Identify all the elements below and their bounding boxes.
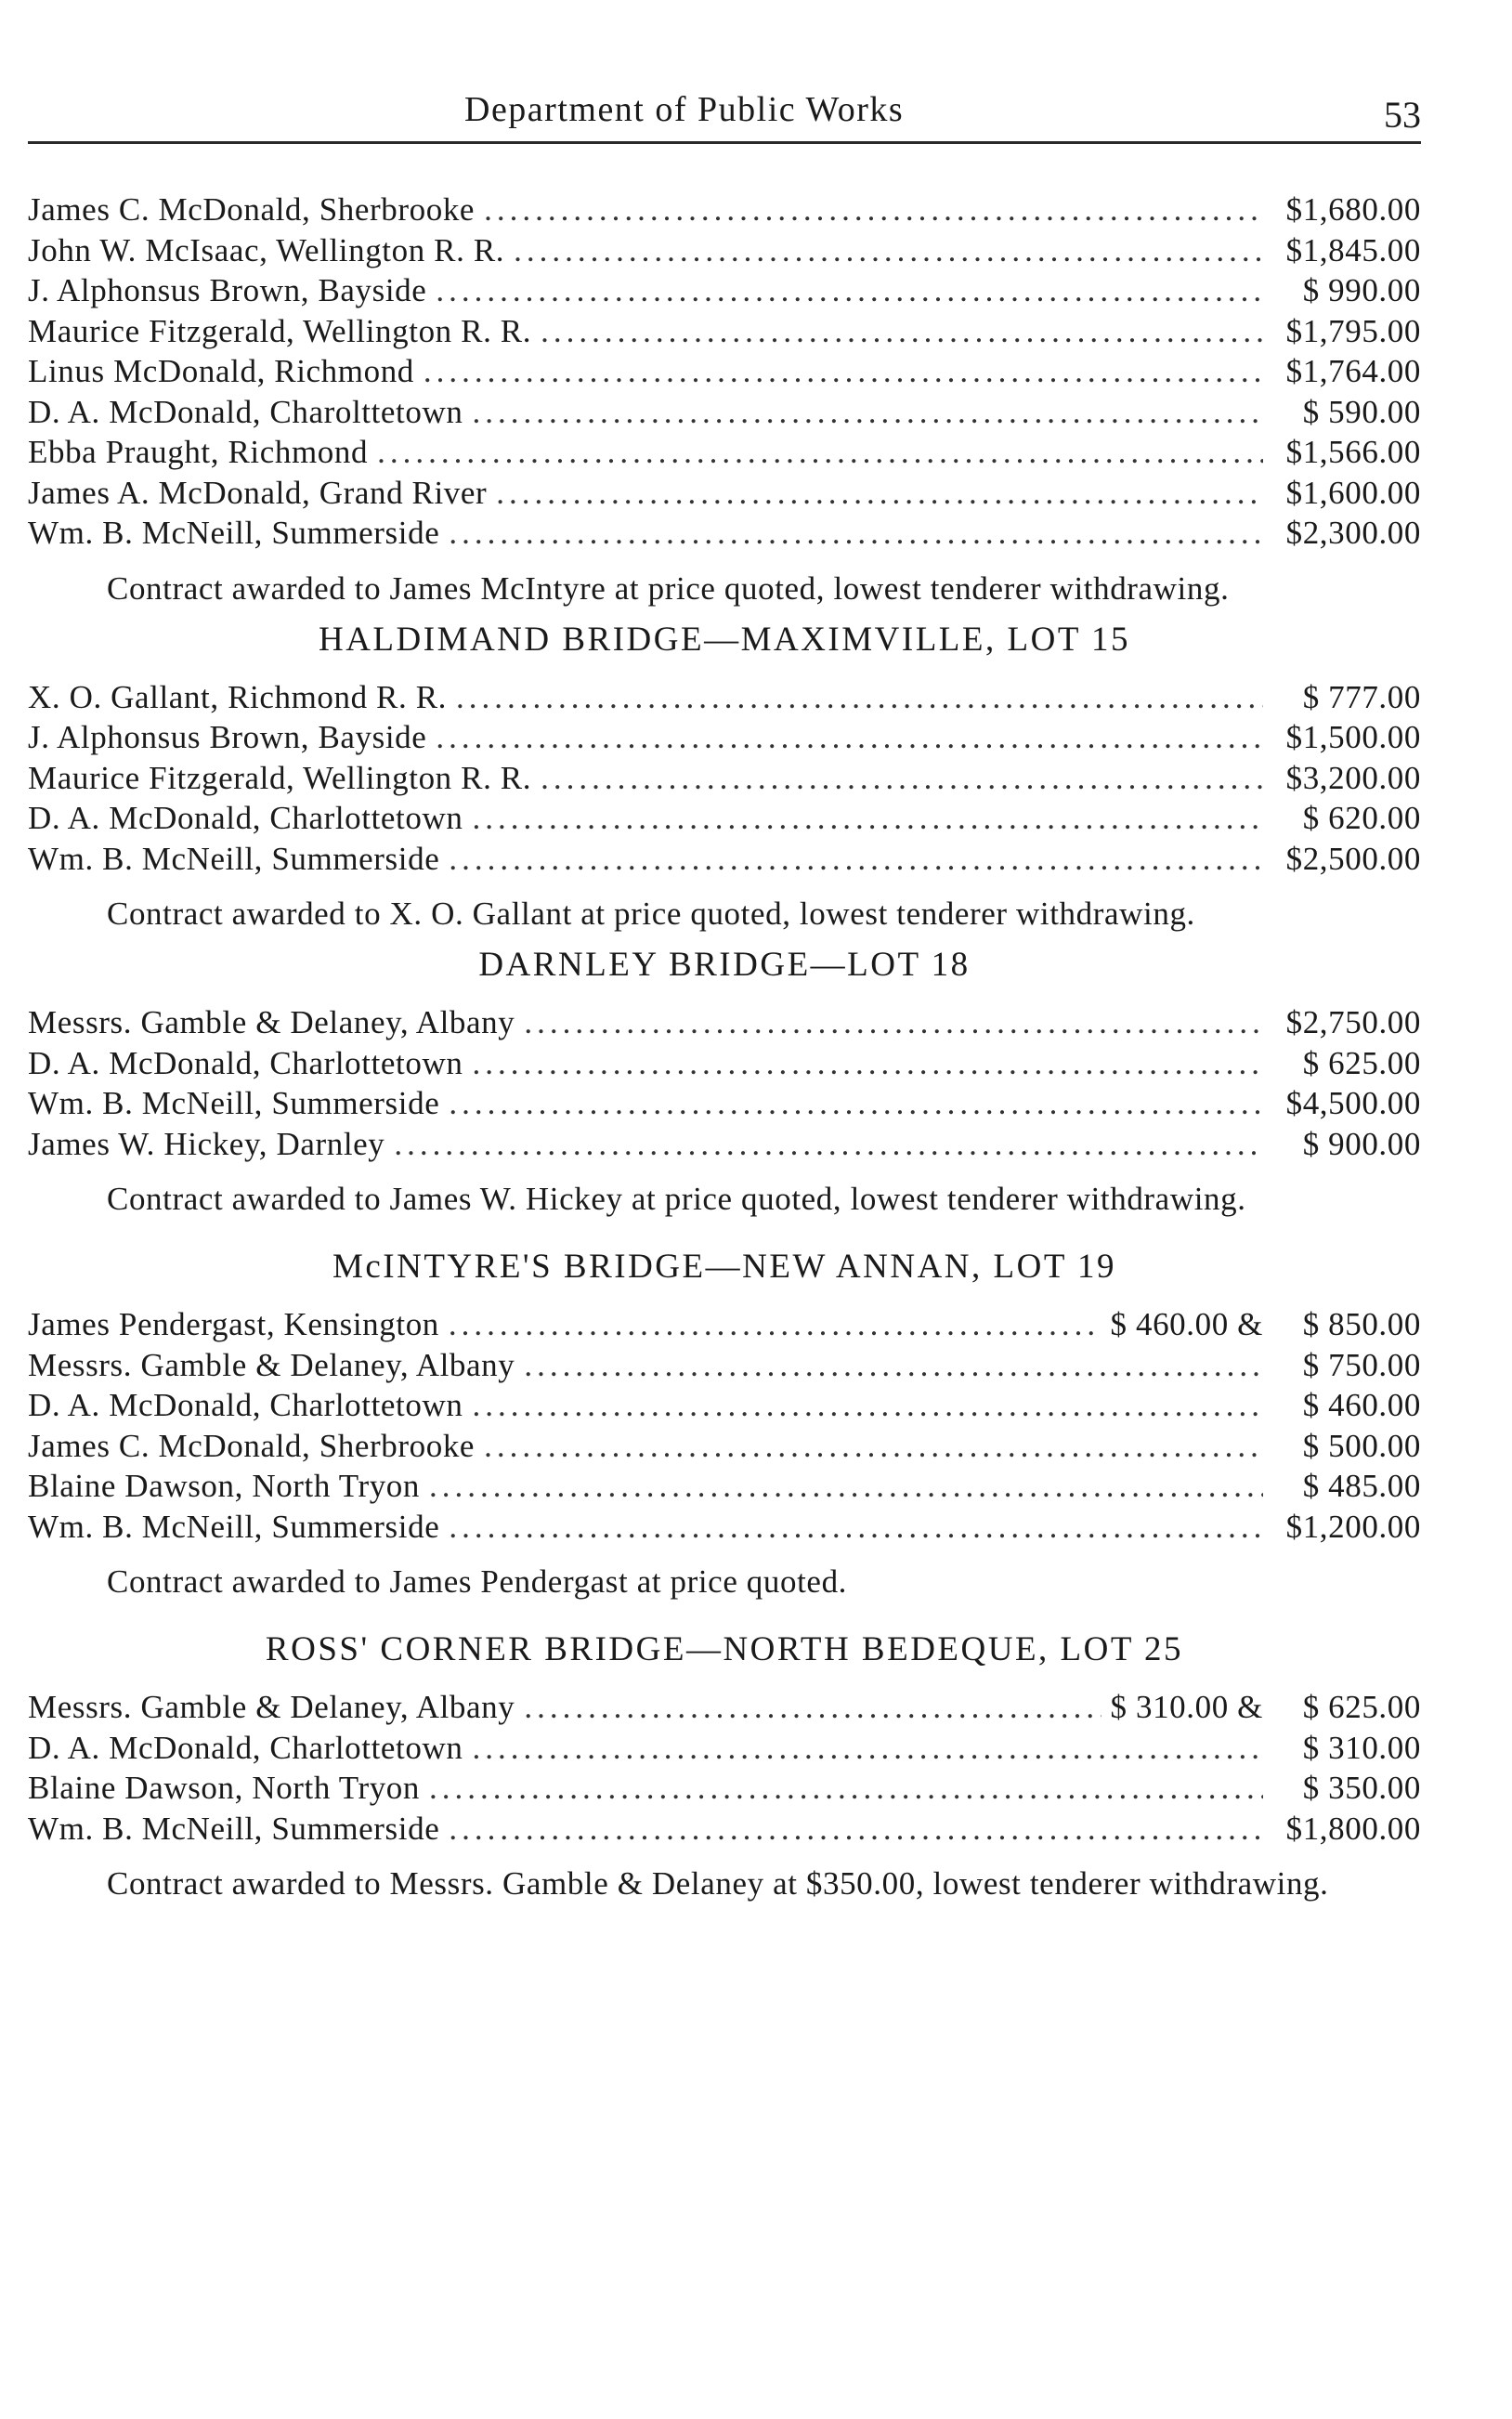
tender-price: $1,500.00 (1285, 719, 1421, 755)
tenderer-name: James C. McDonald, Sherbrooke (28, 191, 476, 228)
dot-leader (429, 1468, 1263, 1505)
tender-price: $ 620.00 (1302, 800, 1421, 836)
tender-price: $ 460.00 (1302, 1387, 1421, 1423)
dot-leader (514, 232, 1263, 269)
dot-leader (524, 1689, 1101, 1726)
dot-leader (524, 1004, 1263, 1041)
tender-price: $1,764.00 (1285, 353, 1421, 389)
dot-leader (449, 1085, 1263, 1122)
tender-price: $ 350.00 (1302, 1770, 1421, 1806)
tenderer-name: D. A. McDonald, Charlottetown (28, 1044, 463, 1081)
tender-row (28, 760, 1421, 801)
tender-row (28, 1004, 1421, 1045)
dot-leader (377, 434, 1263, 471)
tender-row (28, 434, 1421, 475)
tenderer-name: X. O. Gallant, Richmond R. R. (28, 678, 447, 715)
tender-row (28, 191, 1421, 232)
tender-price: $ 990.00 (1302, 272, 1421, 308)
tenderer-name: D. A. McDonald, Charolttetown (28, 393, 463, 430)
alternate-price: $ 460.00 & (1110, 1306, 1263, 1342)
contract-note: Contract awarded to James McIntyre at price quoted, lowest tenderer withdrawing. (107, 569, 1230, 607)
alternate-price: $ 310.00 & (1110, 1689, 1263, 1725)
tender-row (28, 1045, 1421, 1086)
tender-price: $ 625.00 (1302, 1044, 1421, 1081)
tender-section (28, 1629, 1421, 1903)
page-title: Department of Public Works (464, 90, 905, 129)
tender-row (28, 1428, 1421, 1469)
tender-price: $1,795.00 (1285, 312, 1421, 349)
tender-row (28, 1085, 1421, 1126)
tender-price: $2,750.00 (1285, 1004, 1421, 1040)
tender-price: $ 625.00 (1302, 1689, 1421, 1725)
dot-leader (449, 1306, 1101, 1343)
tender-section (28, 1247, 1421, 1602)
tender-price: $ 750.00 (1302, 1346, 1421, 1383)
tenderer-name: James W. Hickey, Darnley (28, 1125, 385, 1162)
tender-row (28, 1509, 1421, 1549)
tenderer-name: Maurice Fitzgerald, Wellington R. R. (28, 759, 532, 796)
dot-leader (541, 313, 1263, 350)
contract-note: Contract awarded to Messrs. Gamble & Delaney at $350.00, lowest tenderer withdrawing. (107, 1865, 1329, 1902)
tender-row (28, 232, 1421, 273)
tender-section (28, 191, 1421, 608)
tender-price: $1,566.00 (1285, 434, 1421, 470)
tender-price: $ 590.00 (1302, 393, 1421, 430)
dot-leader (449, 515, 1263, 552)
section-heading: ROSS' CORNER BRIDGE—NORTH BEDEQUE, LOT 25 (265, 1630, 1184, 1668)
tender-row (28, 515, 1421, 556)
tenderer-name: D. A. McDonald, Charlottetown (28, 800, 463, 836)
tenderer-name: Messrs. Gamble & Delaney, Albany (28, 1004, 515, 1040)
page-number: 53 (1384, 94, 1421, 136)
tenderer-name: James Pendergast, Kensington (28, 1306, 439, 1342)
tender-price: $4,500.00 (1285, 1085, 1421, 1121)
tender-price: $2,300.00 (1285, 515, 1421, 551)
tenderer-name: Messrs. Gamble & Delaney, Albany (28, 1346, 515, 1383)
tender-price: $ 310.00 (1302, 1729, 1421, 1766)
tenderer-name: J. Alphonsus Brown, Bayside (28, 272, 427, 308)
tender-price: $ 777.00 (1302, 678, 1421, 715)
tender-row (28, 1468, 1421, 1509)
page-header (28, 89, 1421, 144)
tender-row (28, 394, 1421, 435)
dot-leader (541, 760, 1263, 797)
tenderer-name: Linus McDonald, Richmond (28, 353, 414, 389)
tender-price: $1,845.00 (1285, 231, 1421, 268)
dot-leader (484, 1428, 1263, 1465)
section-heading: DARNLEY BRIDGE—LOT 18 (478, 946, 971, 984)
tender-price: $ 485.00 (1302, 1468, 1421, 1504)
tender-row (28, 1811, 1421, 1851)
contract-note: Contract awarded to X. O. Gallant at price quoted, lowest tenderer withdrawing. (107, 896, 1195, 932)
dot-leader (456, 679, 1263, 716)
tender-list (28, 191, 1421, 1903)
section-heading: McINTYRE'S BRIDGE—NEW ANNAN, LOT 19 (332, 1248, 1117, 1286)
tender-row (28, 1730, 1421, 1771)
tender-price: $1,600.00 (1285, 474, 1421, 511)
dot-leader (472, 800, 1263, 837)
dot-leader (429, 1770, 1263, 1807)
tender-row (28, 313, 1421, 354)
tenderer-name: Wm. B. McNeill, Summerside (28, 1810, 440, 1847)
tender-section (28, 620, 1421, 935)
tender-price: $2,500.00 (1285, 840, 1421, 877)
dot-leader (472, 394, 1263, 431)
dot-leader (436, 719, 1263, 756)
tenderer-name: Messrs. Gamble & Delaney, Albany (28, 1689, 515, 1725)
tender-section (28, 945, 1421, 1219)
tender-price: $3,200.00 (1285, 759, 1421, 796)
tender-row (28, 719, 1421, 760)
dot-leader (449, 1811, 1263, 1848)
dot-leader (472, 1730, 1263, 1767)
tenderer-name: Ebba Praught, Richmond (28, 434, 369, 470)
tender-row (28, 679, 1421, 720)
tender-price: $ 900.00 (1302, 1125, 1421, 1162)
tenderer-name: D. A. McDonald, Charlottetown (28, 1729, 463, 1766)
tender-row (28, 1306, 1421, 1347)
dot-leader (472, 1045, 1263, 1082)
tender-row (28, 272, 1421, 313)
dot-leader (484, 191, 1263, 229)
dot-leader (394, 1126, 1263, 1163)
tender-row (28, 353, 1421, 394)
tenderer-name: Wm. B. McNeill, Summerside (28, 515, 440, 551)
contract-note: Contract awarded to James Pendergast at price quoted. (107, 1563, 848, 1600)
tenderer-name: Wm. B. McNeill, Summerside (28, 840, 440, 877)
dot-leader (449, 841, 1263, 878)
tender-price: $1,200.00 (1285, 1508, 1421, 1545)
tenderer-name: Blaine Dawson, North Tryon (28, 1468, 420, 1504)
tenderer-name: Wm. B. McNeill, Summerside (28, 1508, 440, 1545)
tender-price: $1,680.00 (1285, 191, 1421, 228)
tenderer-name: James A. McDonald, Grand River (28, 474, 488, 511)
tenderer-name: Blaine Dawson, North Tryon (28, 1770, 420, 1806)
tender-row (28, 841, 1421, 882)
tender-row (28, 475, 1421, 516)
tenderer-name: John W. McIsaac, Wellington R. R. (28, 231, 505, 268)
tender-row (28, 1770, 1421, 1811)
tenderer-name: James C. McDonald, Sherbrooke (28, 1427, 476, 1464)
dot-leader (472, 1387, 1263, 1424)
tender-row (28, 1347, 1421, 1388)
dot-leader (449, 1509, 1263, 1546)
contract-note: Contract awarded to James W. Hickey at price quoted, lowest tenderer withdrawing. (107, 1181, 1246, 1217)
tenderer-name: Maurice Fitzgerald, Wellington R. R. (28, 312, 532, 349)
tender-price: $ 500.00 (1302, 1427, 1421, 1464)
dot-leader (524, 1347, 1263, 1384)
tender-price: $ 850.00 (1302, 1306, 1421, 1342)
tender-row (28, 800, 1421, 841)
dot-leader (436, 272, 1263, 309)
tenderer-name: J. Alphonsus Brown, Bayside (28, 719, 427, 755)
tender-row (28, 1689, 1421, 1730)
dot-leader (424, 353, 1263, 390)
tender-price: $1,800.00 (1285, 1810, 1421, 1847)
tenderer-name: D. A. McDonald, Charlottetown (28, 1387, 463, 1423)
tenderer-name: Wm. B. McNeill, Summerside (28, 1085, 440, 1121)
section-heading: HALDIMAND BRIDGE—MAXIMVILLE, LOT 15 (318, 620, 1131, 659)
tender-row (28, 1126, 1421, 1167)
dot-leader (496, 475, 1263, 512)
tender-row (28, 1387, 1421, 1428)
